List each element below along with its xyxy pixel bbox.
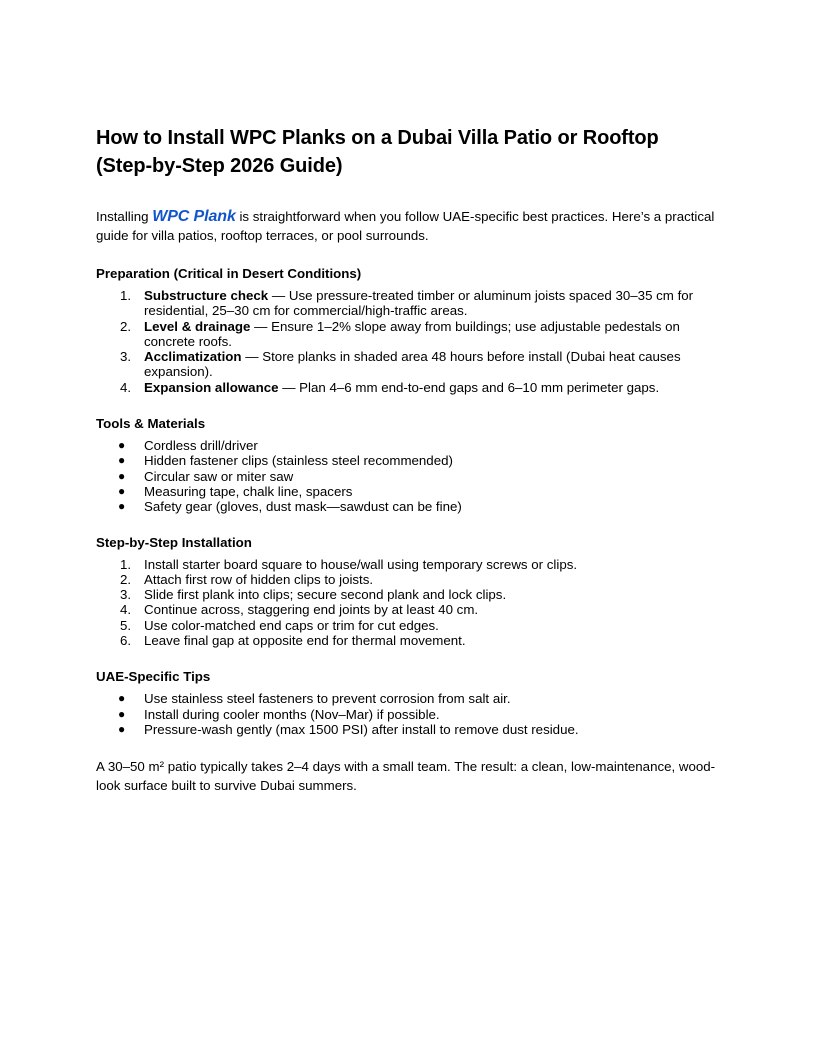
closing-paragraph: A 30–50 m² patio typically takes 2–4 days with a small team. The result: a clean, low-maintenance, wood-look surface built to survive Dubai summers. (96, 759, 716, 794)
item-text: Use stainless steel fasteners to prevent corrosion from salt air. (144, 691, 511, 707)
list-item (96, 453, 720, 468)
list-number: 3. (120, 349, 132, 365)
bullet-icon: ● (118, 468, 126, 483)
list-number: 4. (120, 379, 132, 395)
tips-list (96, 691, 720, 737)
list-number: 6. (120, 633, 132, 649)
list-item (96, 691, 720, 706)
list-item (96, 557, 720, 572)
item-text: Safety gear (gloves, dust mask—sawdust can be fine) (144, 499, 462, 515)
item-label: Acclimatization (144, 349, 242, 365)
item-text: Use color-matched end caps or trim for cut edges. (144, 617, 439, 633)
document-page (96, 124, 720, 795)
list-item (96, 438, 720, 453)
intro-text-after: is straightforward when you follow UAE-specific best practices. Here’s a practical guide for villa patios, rooftop terraces, or pool surrounds. (96, 209, 715, 243)
item-text: Slide first plank into clips; secure second plank and lock clips. (144, 587, 507, 603)
item-text: Attach first row of hidden clips to joists. (144, 571, 374, 587)
item-text: Measuring tape, chalk line, spacers (144, 483, 353, 499)
list-item (96, 380, 720, 395)
list-number: 2. (120, 318, 132, 334)
list-item (96, 499, 720, 514)
list-number: 4. (120, 602, 132, 618)
tools-list (96, 438, 720, 514)
list-item (96, 319, 720, 350)
tips-heading: UAE-Specific Tips (96, 669, 211, 685)
item-text: — Ensure 1–2% slope away from buildings; use adjustable pedestals on concrete roofs. (144, 318, 680, 349)
item-text: Leave final gap at opposite end for thermal movement. (144, 633, 466, 649)
list-number: 1. (120, 556, 132, 572)
list-item (96, 707, 720, 722)
item-label: Expansion allowance (144, 379, 279, 395)
list-item (96, 288, 720, 319)
bullet-icon: ● (118, 438, 126, 453)
preparation-list (96, 288, 720, 395)
item-text: — Store planks in shaded area 48 hours before install (Dubai heat causes expansion). (144, 349, 681, 380)
list-item (96, 722, 720, 737)
wpc-plank-link[interactable]: WPC Plank (152, 208, 236, 225)
list-number: 2. (120, 571, 132, 587)
tools-heading: Tools & Materials (96, 416, 206, 432)
bullet-icon: ● (118, 453, 126, 468)
item-text: Hidden fastener clips (stainless steel recommended) (144, 453, 453, 469)
item-text: Install during cooler months (Nov–Mar) if possible. (144, 706, 440, 722)
item-label: Substructure check (144, 288, 269, 303)
item-text: — Use pressure-treated timber or aluminum joists spaced 30–35 cm for residential, 25–30 cm for commercial/high-traffic areas. (144, 288, 694, 319)
list-number: 3. (120, 587, 132, 603)
item-label: Level & drainage (144, 318, 251, 334)
intro-text-before: Installing (96, 209, 153, 224)
list-item (96, 469, 720, 484)
bullet-icon: ● (118, 706, 126, 721)
item-text: Cordless drill/driver (144, 438, 258, 454)
list-number: 1. (120, 288, 132, 303)
item-text: — Plan 4–6 mm end-to-end gaps and 6–10 mm perimeter gaps. (278, 379, 660, 395)
item-text: Continue across, staggering end joints by at least 40 cm. (144, 602, 479, 618)
list-item (96, 572, 720, 587)
bullet-icon: ● (118, 691, 126, 706)
bullet-icon: ● (118, 483, 126, 498)
bullet-icon: ● (118, 499, 126, 514)
intro-paragraph (96, 207, 720, 245)
item-text: Pressure-wash gently (max 1500 PSI) after install to remove dust residue. (144, 721, 579, 737)
list-item (96, 618, 720, 633)
list-item (96, 587, 720, 602)
list-item (96, 633, 720, 648)
installation-list (96, 557, 720, 649)
list-item (96, 602, 720, 617)
bullet-icon: ● (118, 721, 126, 736)
list-item (96, 484, 720, 499)
item-text: Circular saw or miter saw (144, 468, 294, 484)
list-number: 5. (120, 617, 132, 633)
preparation-heading: Preparation (Critical in Desert Conditions) (96, 266, 362, 281)
item-text: Install starter board square to house/wall using temporary screws or clips. (144, 556, 578, 572)
installation-heading: Step-by-Step Installation (96, 534, 252, 550)
page-title: How to Install WPC Planks on a Dubai Villa Patio or Rooftop (Step-by-Step 2026 Guide) (96, 127, 659, 177)
list-item (96, 349, 720, 380)
